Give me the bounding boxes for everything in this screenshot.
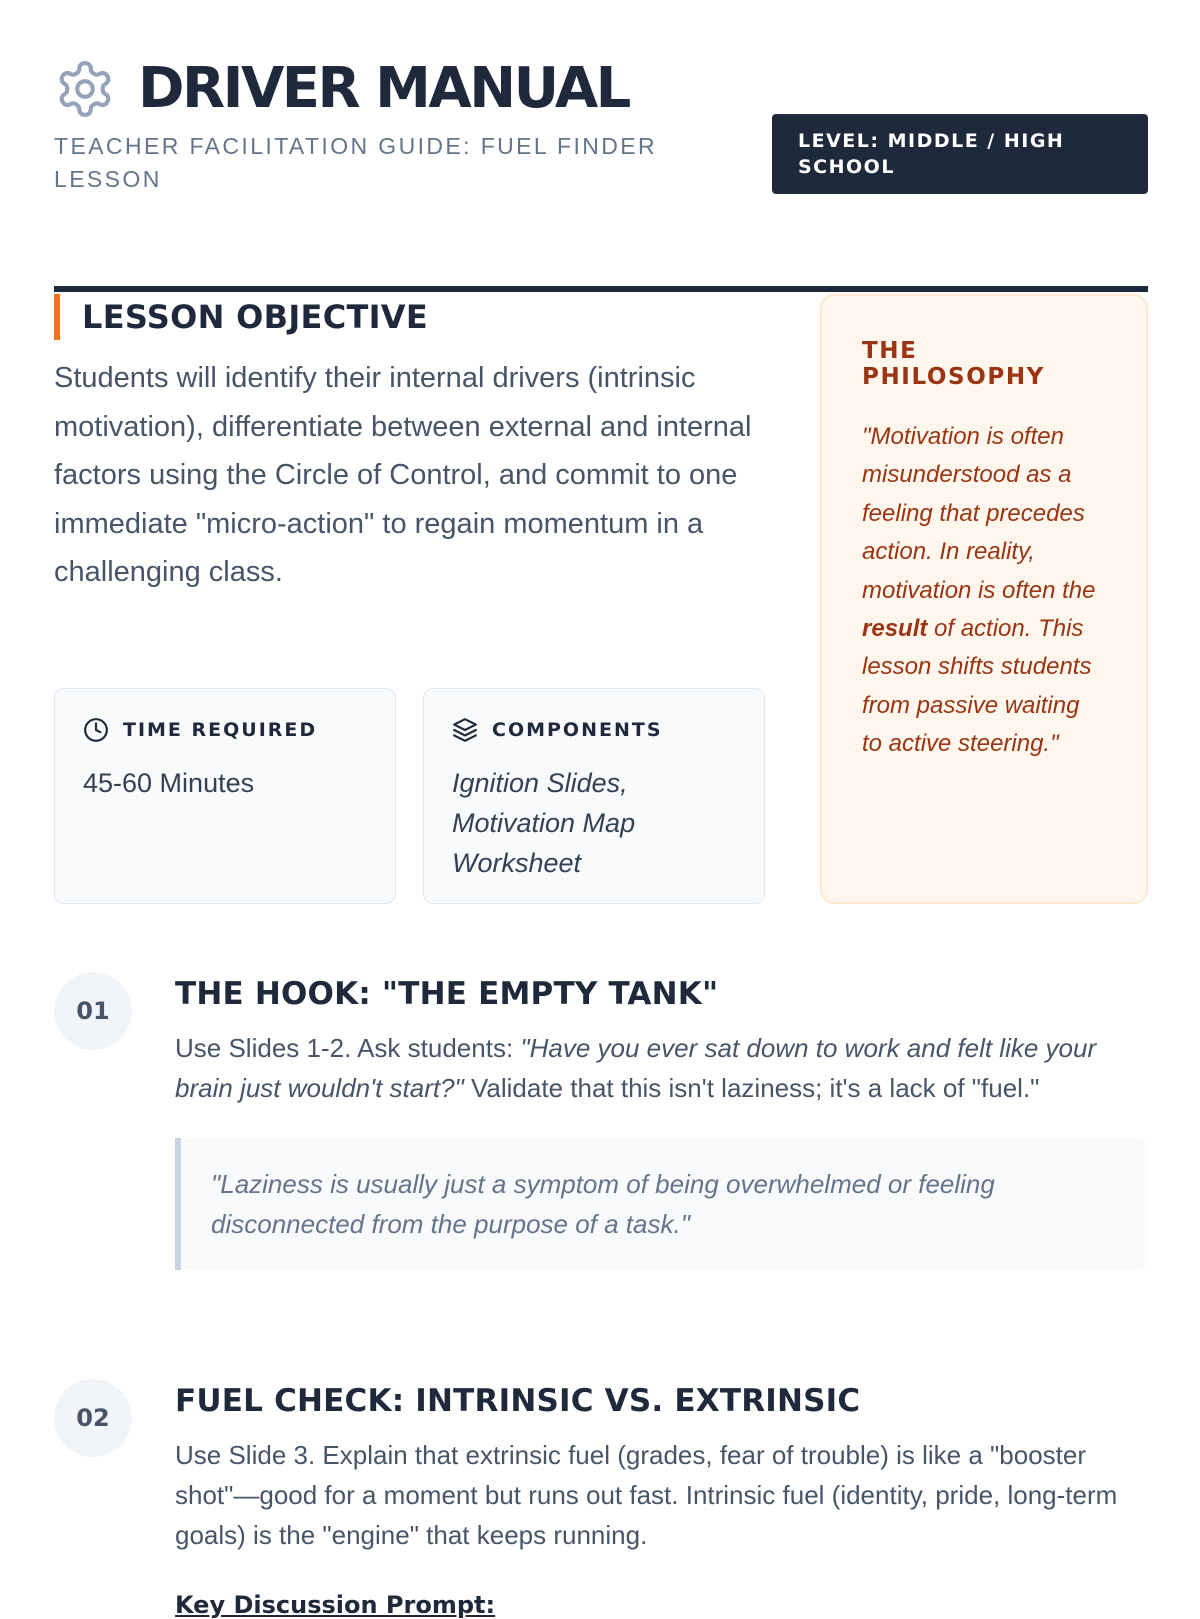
philosophy-title: THE PHILOSOPHY — [862, 338, 1045, 390]
step-number-badge: 02 — [54, 1379, 132, 1457]
gear-icon — [54, 58, 116, 120]
step-callout-quote: "Laziness is usually just a symptom of being overwhelmed or feeling disconnected from the purpose of a task." — [175, 1138, 1148, 1270]
components-label: COMPONENTS — [492, 719, 663, 741]
objective-text: Students will identify their internal drivers (intrinsic motivation), differentiate between external and internal factors using the Circle of Control, and commit to one immediate "micro-action" to regain momentum in a challenging class. — [54, 362, 752, 588]
components-card — [423, 688, 765, 904]
step-text-part1: Use Slides 1-2. Ask students: — [175, 1033, 521, 1063]
time-required-label: TIME REQUIRED — [123, 719, 318, 741]
objective-heading — [54, 294, 774, 340]
step-body — [175, 1379, 1148, 1619]
step-title: FUEL CHECK: INTRINSIC VS. EXTRINSIC — [175, 1383, 861, 1419]
step-text: Use Slide 3. Explain that extrinsic fuel (grades, fear of trouble) is like a "booster shot"—good for a moment but runs out fast. Intrinsic fuel (identity, pride, long-term goals) is the "engine" that keeps running. — [175, 1440, 1118, 1550]
step-body — [175, 972, 1148, 1270]
time-required-label-row — [83, 717, 367, 743]
step-text-part2: Validate that this isn't laziness; it's a lack of "fuel." — [463, 1073, 1040, 1103]
step-title: THE HOOK: "THE EMPTY TANK" — [175, 976, 719, 1012]
lesson-objective — [54, 294, 774, 597]
time-required-card — [54, 688, 396, 904]
key-discussion-prompt-label: Key Discussion Prompt: — [175, 1591, 496, 1619]
philosophy-quote-part2: of action. This lesson shifts students from passive waiting to active steering." — [862, 615, 1092, 758]
step-text — [175, 1028, 1148, 1108]
philosophy-box — [820, 294, 1148, 904]
header-divider — [54, 286, 1148, 292]
level-badge: LEVEL: MIDDLE / HIGH SCHOOL — [772, 114, 1148, 194]
objective-accent-bar — [54, 294, 60, 340]
objective-title: LESSON OBJECTIVE — [82, 298, 429, 336]
title-row — [54, 58, 629, 120]
components-value: Ignition Slides, Motivation Map Worksheet — [452, 768, 636, 878]
layers-icon — [452, 717, 478, 743]
step-text-question: "Have you ever sat down to work and felt like your brain just wouldn't start?" — [175, 1033, 1097, 1103]
page-title: DRIVER MANUAL — [138, 56, 629, 121]
clock-icon — [83, 717, 109, 743]
philosophy-quote — [862, 418, 1106, 764]
time-required-value: 45-60 Minutes — [83, 768, 255, 798]
components-label-row — [452, 717, 736, 743]
philosophy-quote-part1: "Motivation is often misunderstood as a feeling that precedes action. In reality, motivation is often the — [862, 423, 1096, 604]
page-subtitle: TEACHER FACILITATION GUIDE: FUEL FINDER LESSON — [54, 133, 658, 192]
philosophy-quote-bold: result — [862, 615, 928, 643]
header — [54, 52, 1148, 242]
step-number-badge: 01 — [54, 972, 132, 1050]
